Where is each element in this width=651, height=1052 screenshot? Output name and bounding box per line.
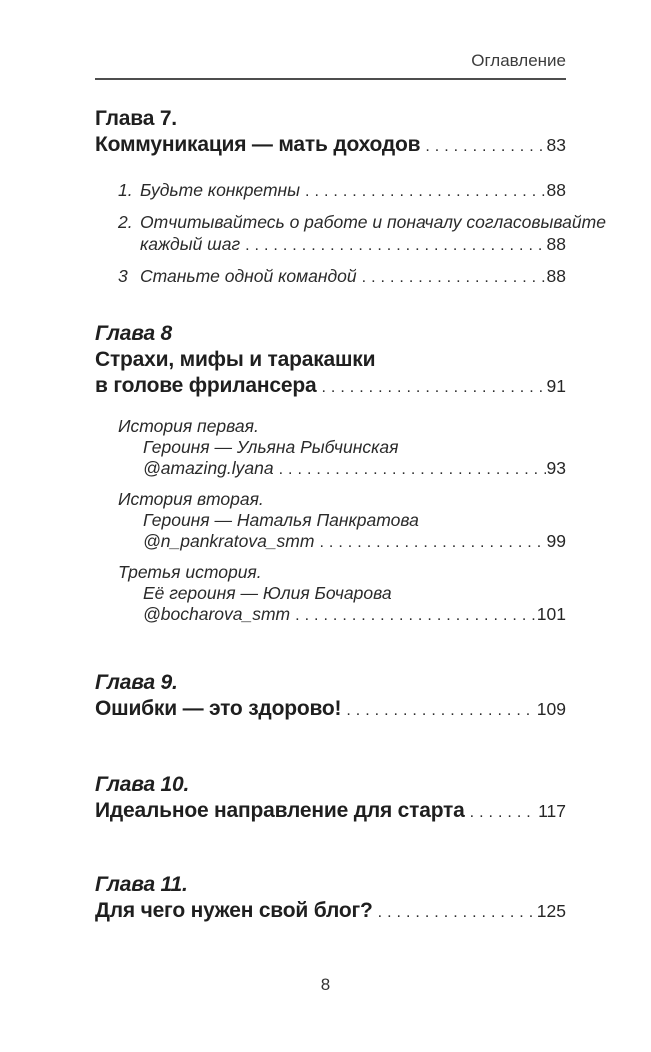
toc-entry-line <box>95 696 566 722</box>
chapter-title: Для чего нужен свой блог? <box>95 899 373 922</box>
dot-leader <box>362 267 546 289</box>
chapter-label: Глава 10. <box>95 773 190 796</box>
page-number: 88 <box>546 180 566 200</box>
running-head: Оглавление <box>471 51 566 70</box>
dot-leader <box>245 235 545 257</box>
story-line: Героиня — Ульяна Рыбчинская <box>143 437 399 457</box>
subitem-text: Отчитывайтесь о работе и поначалу согласовывайте <box>140 212 606 232</box>
toc-entry-line <box>95 132 566 158</box>
dot-leader <box>378 904 536 922</box>
toc-subentry <box>95 211 606 257</box>
subitem-number: 3 <box>118 266 128 286</box>
page-number: 125 <box>536 901 566 921</box>
story-handle: @amazing.lyana <box>143 458 274 478</box>
toc-chapter-11 <box>95 872 566 924</box>
chapter-title: в голове фрилансера <box>95 374 317 397</box>
chapter-title: Идеальное направление для старта <box>95 799 465 822</box>
dot-leader <box>470 804 537 822</box>
page-number: 109 <box>536 699 566 719</box>
chapter-title: Ошибки — это здорово! <box>95 697 342 720</box>
story-line: Её героиня — Юлия Бочарова <box>143 583 392 603</box>
dot-leader <box>319 532 545 553</box>
page-number: 117 <box>538 801 566 821</box>
toc-entry-line <box>95 898 566 924</box>
toc-entry-line <box>95 373 566 399</box>
page-number: 99 <box>546 531 566 551</box>
dot-leader <box>425 138 545 156</box>
chapter-stories <box>95 416 566 626</box>
subitem-text: каждый шаг <box>140 234 241 254</box>
story-heading: История вторая. <box>118 489 264 509</box>
subitem-number: 2. <box>118 212 133 232</box>
chapter-label: Глава 7. <box>95 107 177 130</box>
subitem-number: 1. <box>118 180 133 200</box>
toc-subentry <box>95 265 566 289</box>
page-number: 83 <box>546 135 566 155</box>
story-handle: @bocharova_smm <box>143 604 291 624</box>
page-number: 88 <box>546 234 566 254</box>
subitem-text: Будьте конкретны <box>140 180 301 200</box>
toc-chapter-10 <box>95 772 566 824</box>
toc-chapter-9 <box>95 670 566 722</box>
dot-leader <box>346 702 535 720</box>
dot-leader <box>295 605 536 626</box>
toc-story-entry <box>95 416 566 480</box>
header-rule <box>95 78 566 80</box>
toc-chapter-7 <box>95 106 606 289</box>
page-number: 101 <box>536 604 566 624</box>
story-handle: @n_pankratova_smm <box>143 531 315 551</box>
chapter-subitems <box>95 179 606 289</box>
folio-page-number: 8 <box>320 975 331 994</box>
dot-leader <box>321 379 545 397</box>
dot-leader <box>305 181 545 203</box>
chapter-title: Страхи, мифы и таракашки <box>95 348 376 371</box>
story-heading: Третья история. <box>118 562 262 582</box>
page-number: 91 <box>546 376 566 396</box>
chapter-label: Глава 9. <box>95 671 178 694</box>
toc-chapter-8 <box>95 321 566 626</box>
chapter-label: Глава 8 <box>95 322 173 345</box>
chapter-label: Глава 11. <box>95 873 188 896</box>
subitem-text: Станьте одной командой <box>140 266 357 286</box>
story-heading: История первая. <box>118 416 259 436</box>
toc-entry-line <box>95 798 566 824</box>
page-number: 88 <box>546 266 566 286</box>
toc-subentry <box>95 179 566 203</box>
chapter-title: Коммуникация — мать доходов <box>95 133 421 156</box>
page-number: 93 <box>546 458 566 478</box>
story-line: Героиня — Наталья Панкратова <box>143 510 419 530</box>
toc-story-entry <box>95 562 566 626</box>
dot-leader <box>279 459 546 480</box>
table-of-contents <box>95 106 606 924</box>
toc-story-entry <box>95 489 566 553</box>
